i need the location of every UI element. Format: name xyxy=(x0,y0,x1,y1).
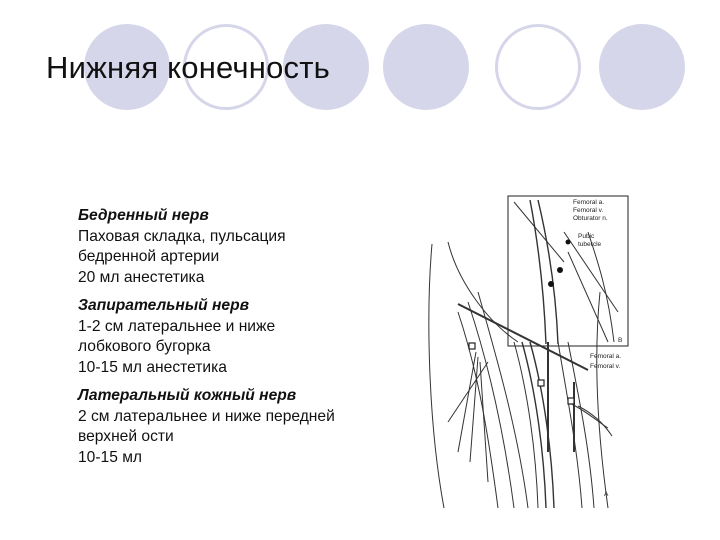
figure-label: tubercle xyxy=(578,241,602,248)
text-content xyxy=(78,206,398,476)
figure-label: Femoral a. xyxy=(590,353,622,360)
anatomy-illustration xyxy=(418,192,640,510)
section-line: лобкового бугорка xyxy=(78,338,211,355)
decor-circle-6 xyxy=(599,24,685,110)
section-heading: Бедренный нерв xyxy=(78,207,209,224)
section-line: верхней ости xyxy=(78,428,174,445)
figure-panel-label: B xyxy=(618,337,623,344)
section-line: Паховая складка, пульсация xyxy=(78,227,286,245)
section-obturator-nerve xyxy=(78,296,398,378)
section-line: 10-15 мл анестетика xyxy=(78,358,227,376)
section-line: 2 см латеральнее и ниже передней xyxy=(78,407,335,425)
decor-circle-5 xyxy=(495,24,581,110)
section-heading: Латеральный кожный нерв xyxy=(78,387,297,404)
figure-label: Femoral a. xyxy=(573,199,605,206)
section-line: 10-15 мл xyxy=(78,448,143,466)
section-lateral-cutaneous-nerve xyxy=(78,386,398,468)
section-heading: Запирательный нерв xyxy=(78,297,250,314)
figure-label: Pubic xyxy=(578,233,595,240)
section-femoral-nerve xyxy=(78,206,398,288)
decor-circle-4 xyxy=(383,24,469,110)
figure-label: Obturator n. xyxy=(573,215,608,222)
figure-label: Femoral v. xyxy=(590,363,621,370)
slide-title: Нижняя конечность xyxy=(46,50,330,85)
section-line: бедренной артерии xyxy=(78,248,220,265)
figure-panel-label: A xyxy=(604,491,609,498)
section-line: 20 мл анестетика xyxy=(78,268,205,286)
figure-label: Femoral v. xyxy=(573,207,604,214)
section-line: 1-2 см латеральнее и ниже xyxy=(78,317,276,335)
